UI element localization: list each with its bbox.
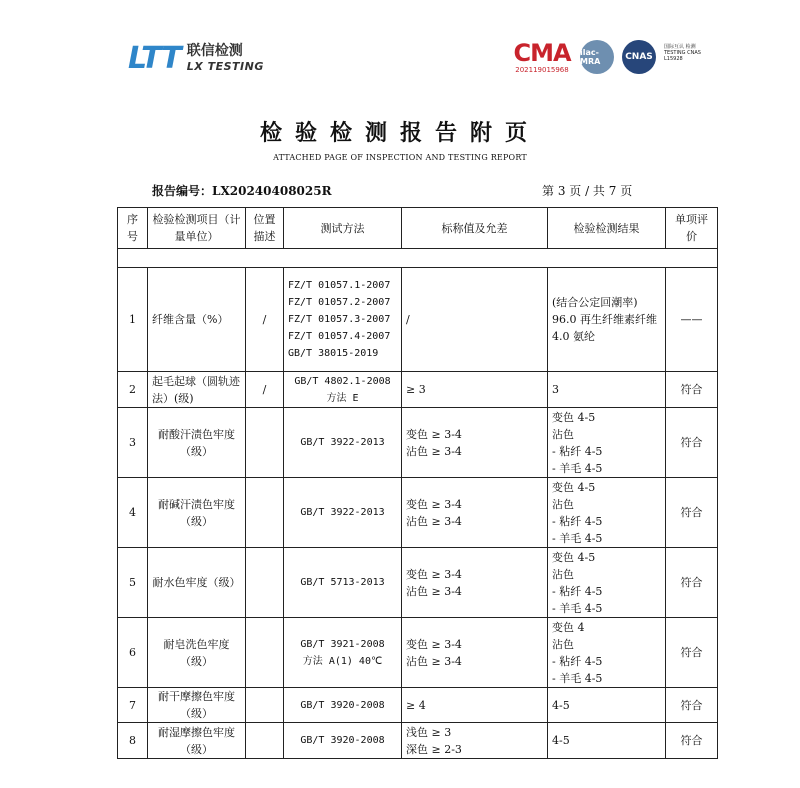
row-result: 变色 4-5 沾色 - 粘纤 4-5 - 羊毛 4-5 <box>548 408 666 478</box>
row-method: GB/T 3920-2008 <box>284 723 402 759</box>
row-position <box>246 723 284 759</box>
row-result: 变色 4 沾色 - 粘纤 4-5 - 羊毛 4-5 <box>548 618 666 688</box>
row-result: 3 <box>548 372 666 408</box>
row-position <box>246 408 284 478</box>
row-no: 2 <box>118 372 148 408</box>
table-row <box>118 723 718 759</box>
row-nominal: / <box>402 268 548 372</box>
row-method: FZ/T 01057.1-2007 FZ/T 01057.2-2007 FZ/T 01057.3-2007 FZ/T 01057.4-2007 GB/T 38015-2019 <box>284 268 402 372</box>
row-position: / <box>246 268 284 372</box>
cma-number: 202119015968 <box>515 66 569 74</box>
row-evaluation: —— <box>666 268 718 372</box>
logo-english-name: LX TESTING <box>186 60 264 73</box>
report-title: 检验检测报告附页 <box>259 120 540 146</box>
page-number: 第 3 页 / 共 7 页 <box>542 184 633 198</box>
row-position <box>246 548 284 618</box>
company-logo <box>128 41 264 76</box>
row-method: GB/T 4802.1-2008 方法 E <box>284 372 402 408</box>
col-header-evaluation: 单项评价 <box>666 208 718 249</box>
row-nominal: 变色 ≥ 3-4 沾色 ≥ 3-4 <box>402 408 548 478</box>
table-spacer-row <box>118 249 718 268</box>
row-no: 3 <box>118 408 148 478</box>
cma-mark: CMA <box>513 39 571 67</box>
row-nominal: 变色 ≥ 3-4 沾色 ≥ 3-4 <box>402 478 548 548</box>
table-row <box>118 548 718 618</box>
row-result: 变色 4-5 沾色 - 粘纤 4-5 - 羊毛 4-5 <box>548 478 666 548</box>
table-row <box>118 408 718 478</box>
row-method: GB/T 5713-2013 <box>284 548 402 618</box>
col-header-no: 序号 <box>118 208 148 249</box>
row-no: 8 <box>118 723 148 759</box>
table-row <box>118 372 718 408</box>
row-evaluation: 符合 <box>666 372 718 408</box>
report-subtitle: ATTACHED PAGE OF INSPECTION AND TESTING REPORT <box>273 153 527 162</box>
cnas-accreditation-text: 国际互认 检测 TESTING CNAS L15928 <box>664 44 701 62</box>
row-no: 7 <box>118 688 148 723</box>
col-header-method: 测试方法 <box>284 208 402 249</box>
col-header-position: 位置描述 <box>246 208 284 249</box>
row-nominal: ≥ 3 <box>402 372 548 408</box>
logo-mark: LTT <box>128 41 181 76</box>
results-table <box>117 207 718 759</box>
report-number: 报告编号：LX20240408025R <box>152 184 332 198</box>
row-item: 耐碱汗渍色牢度（级） <box>148 478 246 548</box>
row-position <box>246 618 284 688</box>
row-no: 6 <box>118 618 148 688</box>
row-item: 耐皂洗色牢度（级） <box>148 618 246 688</box>
row-result: 4-5 <box>548 723 666 759</box>
row-item: 纤维含量（%） <box>148 268 246 372</box>
col-header-nominal: 标称值及允差 <box>402 208 548 249</box>
row-nominal: 浅色 ≥ 3 深色 ≥ 2-3 <box>402 723 548 759</box>
row-evaluation: 符合 <box>666 688 718 723</box>
row-evaluation: 符合 <box>666 478 718 548</box>
row-evaluation: 符合 <box>666 548 718 618</box>
ilac-mra-logo: ilac-MRA <box>580 40 614 74</box>
table-row <box>118 688 718 723</box>
row-no: 5 <box>118 548 148 618</box>
row-item: 耐干摩擦色牢度（级） <box>148 688 246 723</box>
row-result: 变色 4-5 沾色 - 粘纤 4-5 - 羊毛 4-5 <box>548 548 666 618</box>
row-method: GB/T 3922-2013 <box>284 478 402 548</box>
row-nominal: 变色 ≥ 3-4 沾色 ≥ 3-4 <box>402 548 548 618</box>
cma-logo <box>512 40 572 74</box>
row-nominal: ≥ 4 <box>402 688 548 723</box>
row-method: GB/T 3920-2008 <box>284 688 402 723</box>
row-result: (结合公定回潮率) 96.0 再生纤维素纤维 4.0 氨纶 <box>548 268 666 372</box>
row-evaluation: 符合 <box>666 618 718 688</box>
logo-chinese-name: 联信检测 <box>186 43 243 59</box>
certification-marks <box>512 40 704 74</box>
row-position <box>246 478 284 548</box>
col-header-result: 检验检测结果 <box>548 208 666 249</box>
row-evaluation: 符合 <box>666 408 718 478</box>
table-row <box>118 618 718 688</box>
cnas-logo: CNAS <box>622 40 656 74</box>
row-evaluation: 符合 <box>666 723 718 759</box>
table-row <box>118 478 718 548</box>
row-result: 4-5 <box>548 688 666 723</box>
table-header-row <box>118 208 718 249</box>
logo-text <box>187 44 264 74</box>
table-row <box>118 268 718 372</box>
row-no: 1 <box>118 268 148 372</box>
row-method: GB/T 3921-2008 方法 A(1) 40℃ <box>284 618 402 688</box>
row-item: 起毛起球（圆轨迹法）(级) <box>148 372 246 408</box>
col-header-item: 检验检测项目（计量单位） <box>148 208 246 249</box>
row-item: 耐湿摩擦色牢度（级） <box>148 723 246 759</box>
row-item: 耐酸汗渍色牢度（级） <box>148 408 246 478</box>
row-item: 耐水色牢度（级） <box>148 548 246 618</box>
row-method: GB/T 3922-2013 <box>284 408 402 478</box>
row-nominal: 变色 ≥ 3-4 沾色 ≥ 3-4 <box>402 618 548 688</box>
row-position: / <box>246 372 284 408</box>
row-no: 4 <box>118 478 148 548</box>
row-position <box>246 688 284 723</box>
